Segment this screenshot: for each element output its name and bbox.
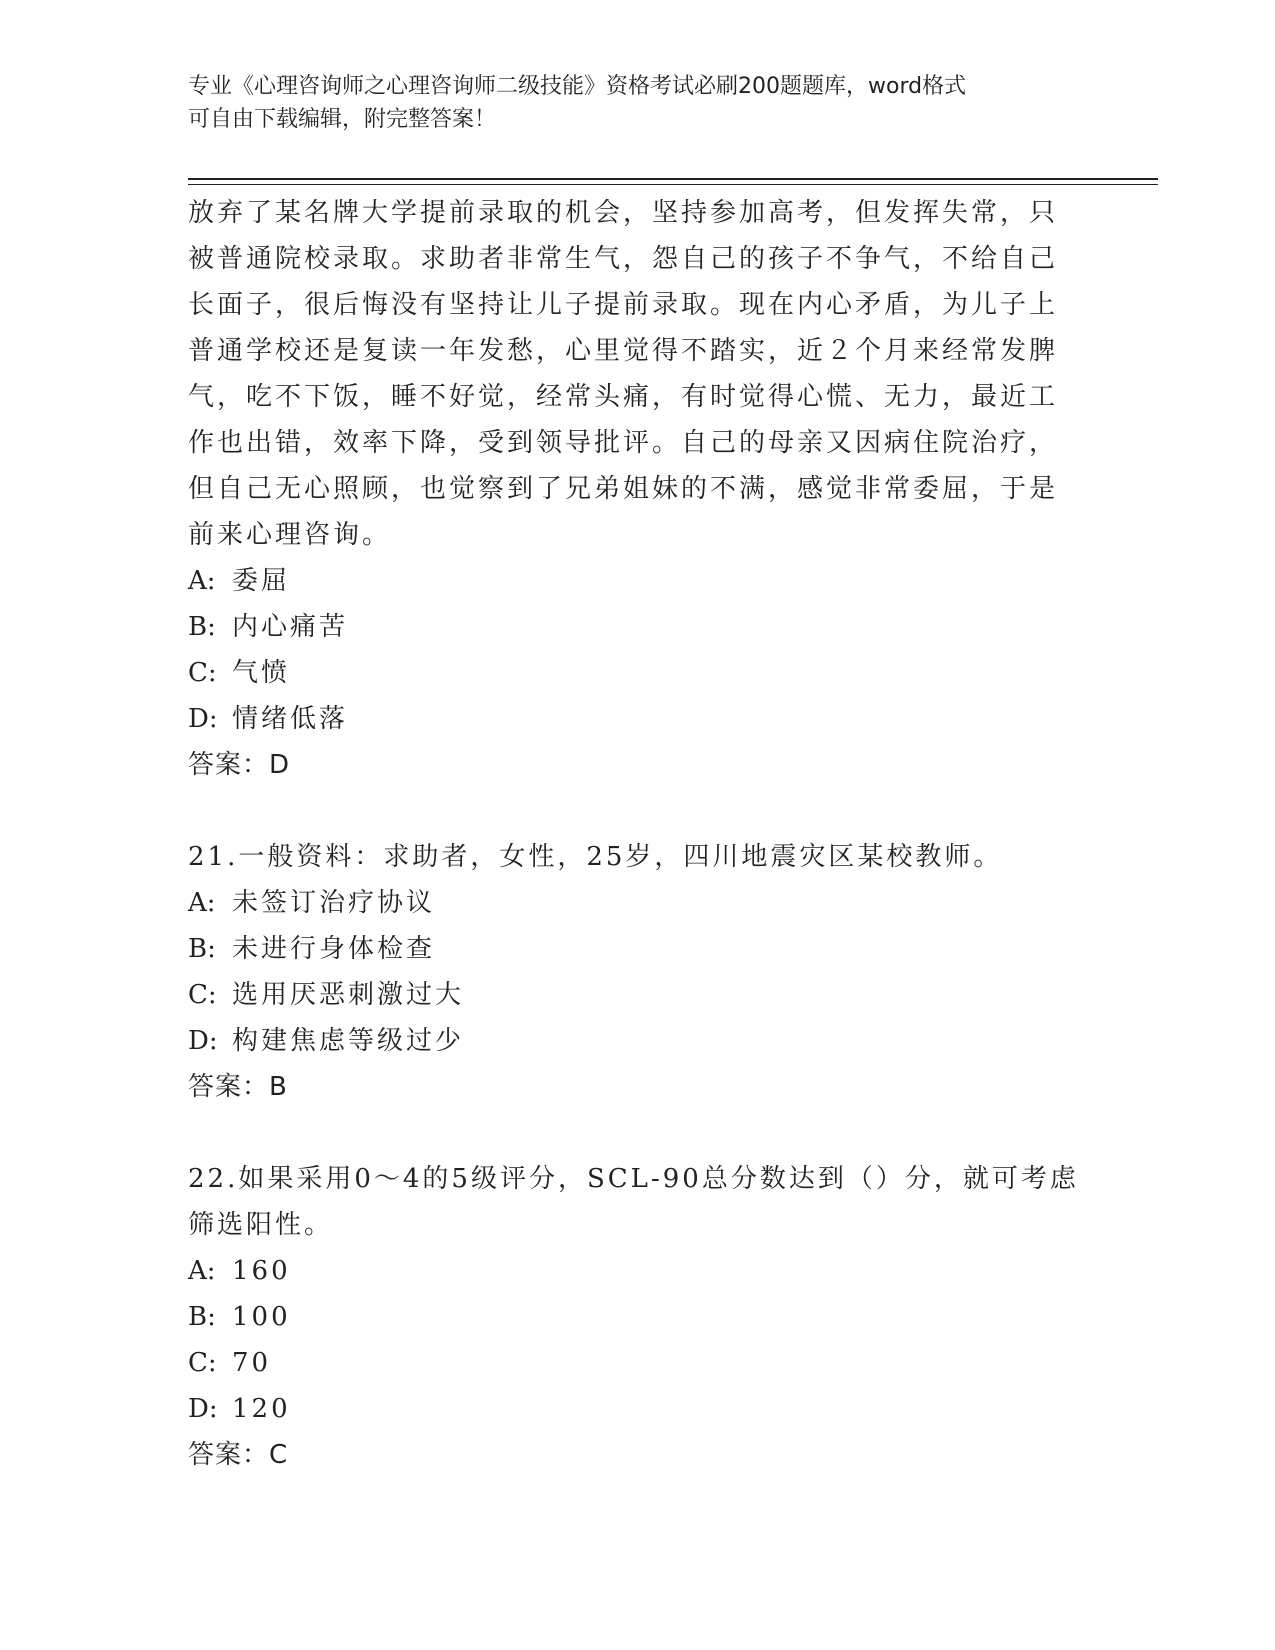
question-text-line: 被普通院校录取。求助者非常生气，怨自己的孩子不争气，不给自己: [188, 244, 1059, 274]
question-text-line: 前来心理咨询。: [188, 520, 392, 550]
option-d: [188, 1018, 1068, 1064]
option-text: 选用厌恶刺激过大: [232, 980, 465, 1010]
option-letter: C:: [188, 980, 217, 1010]
option-b: [188, 604, 1068, 650]
option-letter: B:: [188, 612, 216, 642]
spacer: [188, 788, 1068, 834]
question-text-line: 放弃了某名牌大学提前录取的机会，坚持参加高考，但发挥失常，只: [188, 198, 1059, 228]
option-c: [188, 1340, 1068, 1386]
header-divider: [188, 178, 1158, 180]
option-letter: B:: [188, 1302, 216, 1332]
option-text: 160: [232, 1256, 291, 1286]
option-text: 120: [232, 1394, 291, 1424]
option-letter: C:: [188, 658, 217, 688]
option-letter: A:: [188, 888, 216, 918]
option-letter: D:: [188, 704, 218, 734]
option-b: [188, 1294, 1068, 1340]
option-letter: A:: [188, 566, 216, 596]
option-text: 构建焦虑等级过少: [232, 1026, 465, 1056]
option-text: 70: [232, 1348, 272, 1378]
spacer: [188, 1110, 1068, 1156]
option-text: 100: [232, 1302, 291, 1332]
option-text: 内心痛苦: [232, 612, 349, 642]
question-21: [188, 834, 1068, 1110]
header-title-line-1: 专业《心理咨询师之心理咨询师二级技能》资格考试必刷200题题库，word格式: [188, 74, 967, 99]
answer-line: 答案：B: [188, 1072, 288, 1102]
option-c: [188, 650, 1068, 696]
option-letter: A:: [188, 1256, 216, 1286]
option-letter: B:: [188, 934, 216, 964]
option-a: [188, 558, 1068, 604]
question-20: [188, 190, 1068, 788]
document-header: [188, 70, 1068, 136]
question-text-line: 长面子，很后悔没有坚持让儿子提前录取。现在内心矛盾，为儿子上: [188, 290, 1059, 320]
question-stem: 22.如果采用0～4的5级评分，SCL-90总分数达到（）分，就可考虑: [188, 1164, 1079, 1194]
option-letter: D:: [188, 1026, 218, 1056]
question-stem: 21.一般资料：求助者，女性，25岁，四川地震灾区某校教师。: [188, 842, 1003, 872]
option-text: 气愤: [232, 658, 291, 688]
header-title-line-2: 可自由下载编辑，附完整答案！: [188, 107, 497, 132]
question-text-line: 气，吃不下饭，睡不好觉，经常头痛，有时觉得心慌、无力，最近工: [188, 382, 1059, 412]
question-text-line: 普通学校还是复读一年发愁，心里觉得不踏实，近２个月来经常发脾: [188, 336, 1059, 366]
option-c: [188, 972, 1068, 1018]
option-d: [188, 1386, 1068, 1432]
option-text: 委屈: [232, 566, 291, 596]
answer-line: 答案：C: [188, 1440, 289, 1470]
question-text-line: 作也出错，效率下降，受到领导批评。自己的母亲又因病住院治疗，: [188, 428, 1059, 458]
header-divider-thin: [188, 184, 1158, 185]
option-text: 未签订治疗协议: [232, 888, 436, 918]
option-a: [188, 880, 1068, 926]
option-letter: C:: [188, 1348, 217, 1378]
answer-line: 答案：D: [188, 750, 291, 780]
question-text-line: 但自己无心照顾，也觉察到了兄弟姐妹的不满，感觉非常委屈，于是: [188, 474, 1059, 504]
document-body: [188, 190, 1079, 1478]
option-letter: D:: [188, 1394, 218, 1424]
question-22: [188, 1156, 1079, 1478]
option-text: 未进行身体检查: [232, 934, 436, 964]
option-b: [188, 926, 1068, 972]
question-stem: 筛选阳性。: [188, 1210, 334, 1240]
option-text: 情绪低落: [232, 704, 349, 734]
option-a: [188, 1248, 1068, 1294]
option-d: [188, 696, 1068, 742]
